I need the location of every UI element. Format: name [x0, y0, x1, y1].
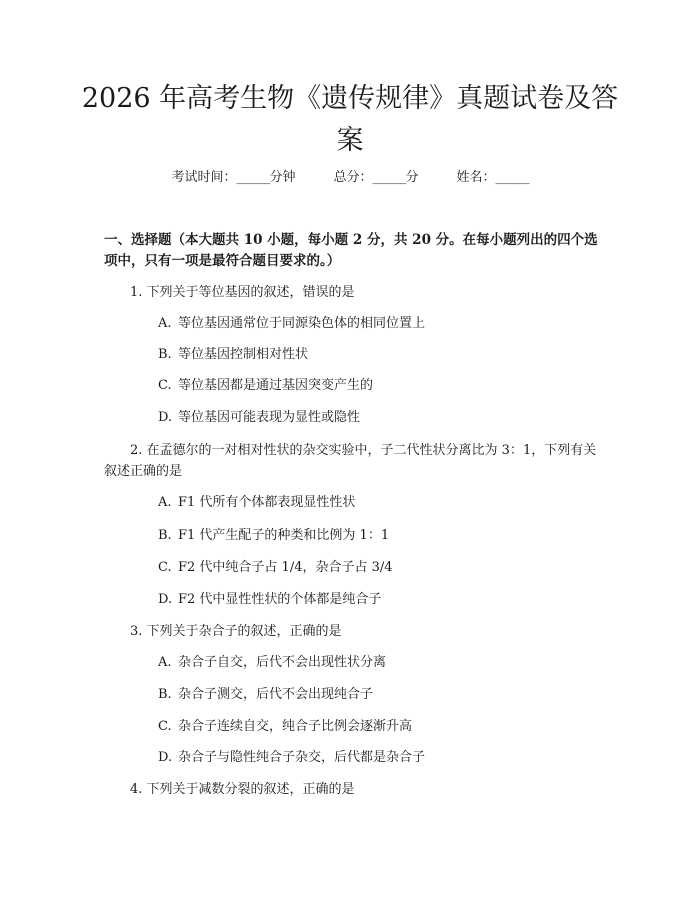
question-4: 4. 下列关于减数分裂的叙述，正确的是 — [130, 782, 355, 797]
option-letter: C. — [158, 378, 172, 393]
name-label: 姓名： — [456, 170, 496, 185]
page-title: 2026 年高考生物《遗传规律》真题试卷及答案 — [81, 83, 619, 156]
question-1-option-a — [158, 314, 425, 334]
exam-time-field — [171, 168, 295, 188]
question-2-option-a — [158, 493, 355, 513]
question-1: 1. 下列关于等位基因的叙述，错误的是 — [130, 285, 355, 300]
question-3-option-c — [158, 717, 412, 737]
option-letter: A. — [158, 495, 172, 510]
option-letter: C. — [158, 719, 172, 734]
name-field — [457, 168, 529, 188]
option-text: F1 代所有个体都表现显性性状 — [178, 495, 356, 510]
question-2-option-b — [158, 526, 389, 546]
option-letter: B. — [158, 687, 172, 702]
option-letter: C. — [158, 560, 172, 575]
question-2: 2. 在孟德尔的一对相对性状的杂交实验中，子二代性状分离比为 3：1，下列有关叙述正确的是 — [104, 443, 597, 479]
question-3: 3. 下列关于杂合子的叙述，正确的是 — [130, 624, 342, 639]
option-letter: B. — [158, 528, 172, 543]
option-text: 等位基因可能表现为显性或隐性 — [178, 410, 361, 425]
total-score-blank: ______ — [372, 170, 406, 185]
total-score-field — [333, 168, 418, 188]
option-text: F2 代中显性性状的个体都是纯合子 — [178, 592, 382, 607]
option-text: F2 代中纯合子占 1/4，杂合子占 3/4 — [178, 560, 393, 575]
question-3-option-b — [158, 685, 373, 705]
name-blank: ______ — [495, 170, 529, 185]
option-text: 杂合子与隐性纯合子杂交，后代都是杂合子 — [178, 750, 426, 765]
question-2-option-c — [158, 558, 393, 578]
question-1-option-b — [158, 345, 308, 365]
option-letter: A. — [158, 655, 172, 670]
option-letter: D. — [158, 410, 173, 425]
option-letter: D. — [158, 592, 173, 607]
section-heading: 一、选择题（本大题共 10 小题，每小题 2 分，共 20 分。在每小题列出的四个选项中，只有一项是最符合题目要求的。） — [104, 232, 598, 269]
question-1-option-d — [158, 408, 360, 428]
total-score-label: 总分： — [333, 170, 373, 185]
option-letter: D. — [158, 750, 173, 765]
question-2-option-d — [158, 590, 381, 610]
option-text: 等位基因都是通过基因突变产生的 — [178, 378, 374, 393]
exam-time-unit: 分钟 — [269, 170, 296, 185]
option-text: 杂合子测交，后代不会出现纯合子 — [178, 687, 374, 702]
option-letter: B. — [158, 347, 172, 362]
total-score-unit: 分 — [405, 170, 419, 185]
option-text: 杂合子自交，后代不会出现性状分离 — [178, 655, 387, 670]
exam-info-line — [0, 168, 700, 188]
option-text: 杂合子连续自交，纯合子比例会逐渐升高 — [178, 719, 413, 734]
option-text: 等位基因通常位于同源染色体的相同位置上 — [178, 316, 426, 331]
option-text: 等位基因控制相对性状 — [178, 347, 309, 362]
exam-time-label: 考试时间： — [171, 170, 237, 185]
question-1-option-c — [158, 376, 373, 396]
question-3-option-a — [158, 653, 386, 673]
option-letter: A. — [158, 316, 172, 331]
question-3-option-d — [158, 748, 425, 768]
option-text: F1 代产生配子的种类和比例为 1：1 — [178, 528, 390, 543]
exam-time-blank: ______ — [236, 170, 270, 185]
